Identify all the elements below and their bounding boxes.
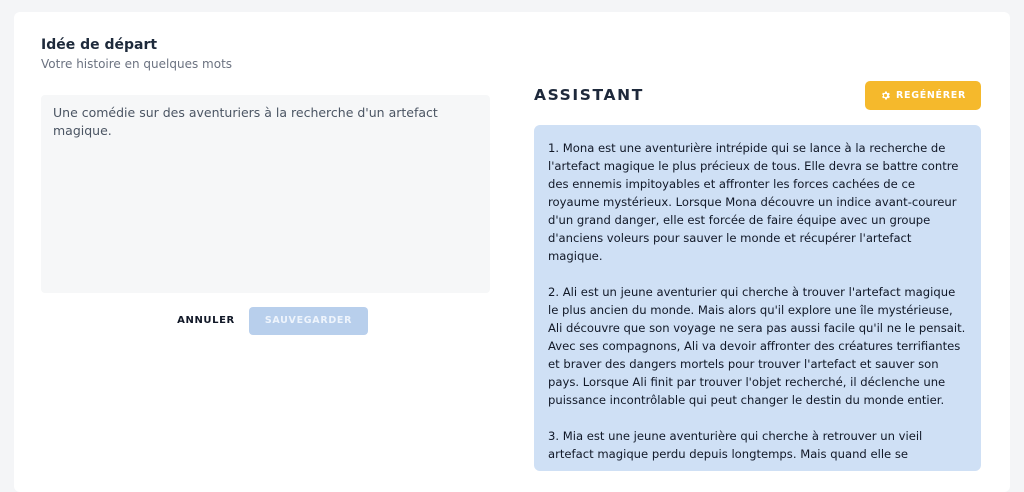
assistant-paragraph: 2. Ali est un jeune aventurier qui cherche à trouver l'artefact magique le plus ancien du monde. Mais alors qu'il explore une île mystérieuse, Ali découvre que son voyage ne sera pas aussi facile qu'il ne le pensait. Avec ses compagnons, Ali va devoir affronter des créatures terrifiantes et braver des dangers mortels pour trouver l'artefact et sauver son pays. Lorsque Ali finit par trouver l'objet recherché, il déclenche une puissance incontrôlable qui peut changer le destin du monde entier. [548,285,966,407]
assistant-title: ASSISTANT [534,86,644,104]
idea-textarea[interactable]: Une comédie sur des aventuriers à la recherche d'un artefact magique. [41,95,490,293]
assistant-output-panel[interactable] [534,125,981,471]
idea-subheading: Votre histoire en quelques mots [41,57,233,71]
idea-heading: Idée de départ [41,37,158,53]
regenerate-button[interactable] [865,81,981,110]
assistant-paragraph: 1. Mona est une aventurière intrépide qui se lance à la recherche de l'artefact magique le plus précieux de tous. Elle devra se battre contre des ennemis impitoyables et affronter les forces cachées de ce royaume mystérieux. Lorsque Mona découvre un indice avant-coureur d'un grand danger, elle est forcée de faire équipe avec un groupe d'anciens voleurs pour sauver le monde et récupérer l'artefact magique. [548,141,959,263]
regenerate-label: REGÉNÉRER [896,90,966,101]
cancel-button[interactable]: ANNULER [170,309,242,333]
gear-icon [880,90,891,101]
assistant-paragraph: 3. Mia est une jeune aventurière qui cherche à retrouver un vieil artefact magique perdu depuis longtemps. Mais quand elle se [548,429,923,461]
save-button[interactable]: SAUVEGARDER [249,307,368,335]
